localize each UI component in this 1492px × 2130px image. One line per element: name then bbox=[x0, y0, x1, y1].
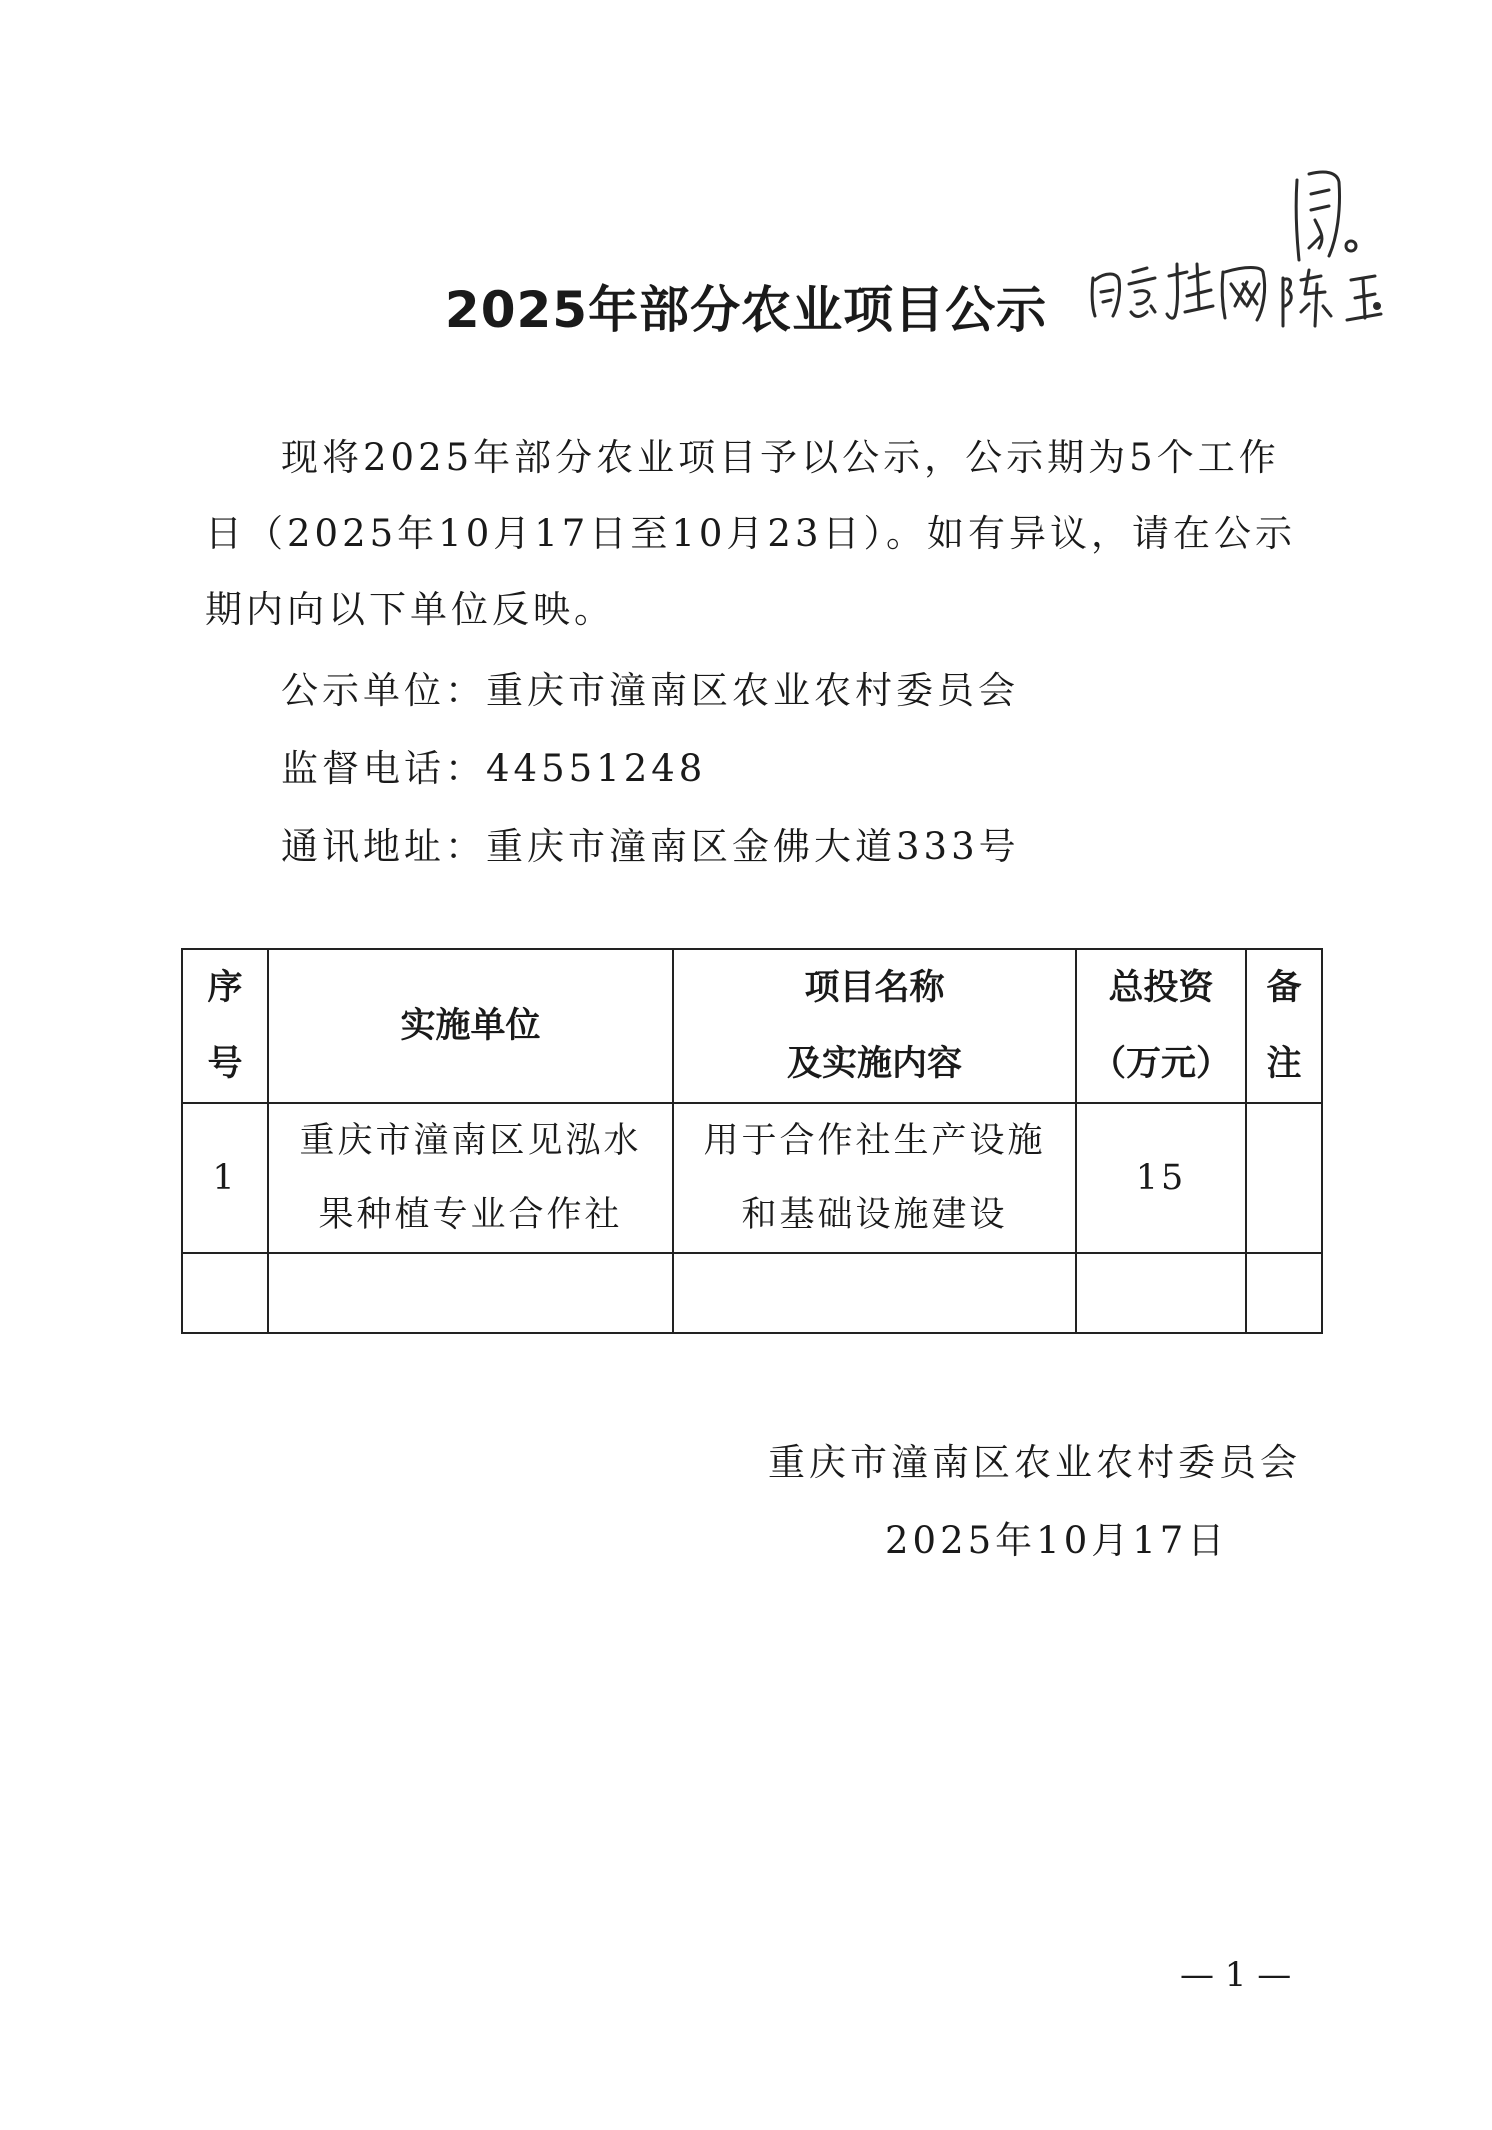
page-number: — 1 — bbox=[1180, 1955, 1292, 1995]
footer-organization: 重庆市潼南区农业农村委员会 bbox=[768, 1441, 1301, 1484]
cell-unit bbox=[268, 1253, 673, 1333]
cell-remark bbox=[1246, 1103, 1322, 1253]
header-unit: 实施单位 bbox=[268, 949, 673, 1103]
handwritten-signature bbox=[1085, 160, 1445, 340]
cell-unit-line1: 重庆市潼南区见泓水 bbox=[299, 1121, 642, 1161]
cell-remark bbox=[1246, 1253, 1322, 1333]
header-remark bbox=[1246, 949, 1322, 1103]
cell-project bbox=[673, 1253, 1076, 1333]
document-title: 2025年部分农业项目公示 bbox=[444, 281, 1048, 339]
footer-date: 2025年10月17日 bbox=[885, 1519, 1229, 1562]
cell-seq bbox=[182, 1253, 268, 1333]
cell-investment bbox=[1076, 1253, 1246, 1333]
cell-seq: 1 bbox=[182, 1103, 268, 1253]
publisher-line: 公示单位：重庆市潼南区农业农村委员会 bbox=[281, 669, 1019, 712]
cell-investment: 15 bbox=[1076, 1103, 1246, 1253]
cell-unit bbox=[268, 1103, 673, 1253]
header-investment bbox=[1076, 949, 1246, 1103]
cell-project-line1: 用于合作社生产设施 bbox=[703, 1121, 1046, 1161]
header-remark-line2: 注 bbox=[1266, 1044, 1302, 1084]
header-project bbox=[673, 949, 1076, 1103]
header-investment-line1: 总投资 bbox=[1108, 968, 1214, 1008]
header-seq-line1: 序 bbox=[207, 968, 243, 1008]
header-investment-line2: （万元） bbox=[1090, 1044, 1231, 1084]
intro-paragraph: 现将2025年部分农业项目予以公示，公示期为5个工作日（2025年10月17日至10月23日）。如有异议，请在公示期内向以下单位反映。 bbox=[205, 436, 1296, 631]
phone-line: 监督电话：44551248 bbox=[281, 747, 707, 790]
table-row bbox=[182, 1253, 1322, 1333]
header-seq bbox=[182, 949, 268, 1103]
table-header-row bbox=[182, 949, 1322, 1103]
cell-project bbox=[673, 1103, 1076, 1253]
cell-unit-line2: 果种植专业合作社 bbox=[318, 1195, 623, 1235]
header-seq-line2: 号 bbox=[207, 1044, 243, 1084]
header-project-line1: 项目名称 bbox=[804, 968, 945, 1008]
project-table bbox=[181, 948, 1323, 1334]
header-project-line2: 及实施内容 bbox=[786, 1044, 962, 1084]
cell-project-line2: 和基础设施建设 bbox=[741, 1195, 1008, 1235]
table-row bbox=[182, 1103, 1322, 1253]
header-remark-line1: 备 bbox=[1266, 968, 1302, 1008]
address-line: 通讯地址：重庆市潼南区金佛大道333号 bbox=[281, 825, 1020, 868]
